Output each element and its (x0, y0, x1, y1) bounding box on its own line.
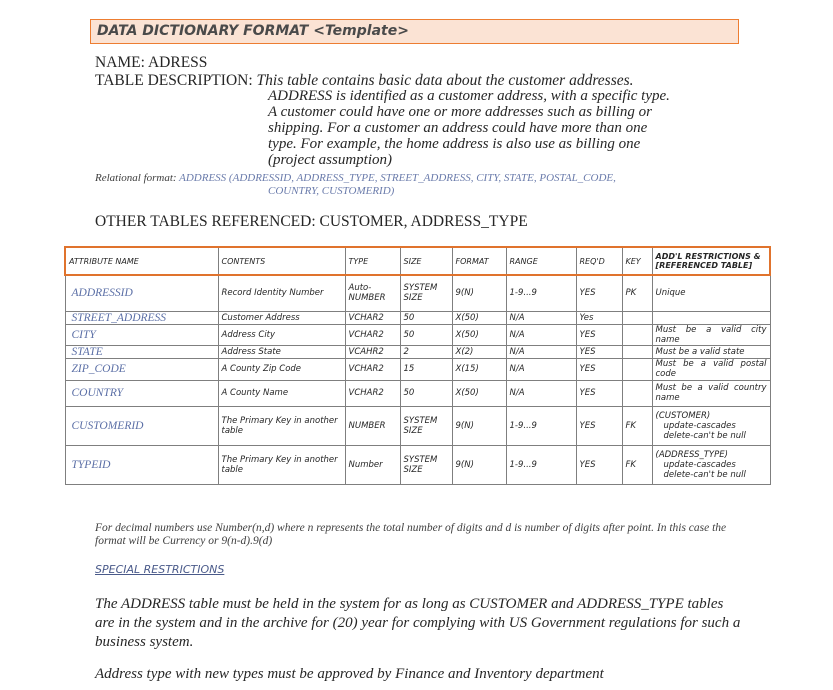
decimal-format-note: For decimal numbers use Number(n,d) where n represents the total number of digits and d is number of digits after point. In this case the format will be Currency or 9(n-d).9(d) (95, 522, 727, 547)
cell-text: N/A (509, 346, 525, 357)
table-cell (576, 445, 622, 484)
table-cell (506, 275, 576, 311)
cell-text: (ADDRESS_TYPE) (655, 449, 728, 460)
cell-text: PK (625, 288, 637, 299)
cell-text: N/A (509, 312, 525, 323)
column-header: CONTENTS (218, 247, 345, 275)
cell-text: delete-can't be null (663, 430, 746, 441)
special-restrictions-heading: SPECIAL RESTRICTIONS (95, 563, 225, 576)
cell-text: NUMBER (348, 420, 386, 431)
description-line: (project assumption) (268, 152, 393, 168)
table-cell (218, 406, 345, 445)
table-cell (65, 275, 218, 311)
cell-text: CUSTOMERID (71, 419, 144, 432)
approval-paragraph: Address type with new types must be approved by Finance and Inventory department (95, 666, 604, 682)
cell-text: 9(N) (455, 420, 474, 431)
table-row (65, 275, 770, 311)
table-cell (65, 345, 218, 358)
table-row (65, 406, 770, 445)
table-cell (218, 275, 345, 311)
template-header-box (90, 19, 739, 44)
column-header: FORMAT (452, 247, 506, 275)
cell-text: VCHAR2 (348, 388, 384, 398)
cell-text: FK (625, 459, 636, 470)
cell-text: 15 (403, 364, 415, 374)
cell-text: N/A (509, 388, 525, 398)
cell-text: 50 (403, 312, 415, 323)
cell-text: YES (579, 329, 596, 340)
cell-text: SYSTEM (403, 454, 438, 465)
table-cell (652, 345, 770, 358)
cell-text: Must be a valid postal (655, 359, 767, 369)
cell-text: update-cascades (663, 420, 736, 431)
table-description-text: This table contains basic data about the customer addresses. (256, 72, 634, 89)
table-cell (218, 358, 345, 380)
cell-text: VCHAR2 (348, 329, 384, 340)
table-cell (452, 311, 506, 324)
column-header: KEY (622, 247, 652, 275)
cell-text: Number (348, 459, 383, 470)
cell-text: Address State (221, 346, 281, 357)
column-header-restrictions (652, 247, 770, 275)
table-header-row (65, 247, 770, 275)
cell-text: 1-9...9 (509, 420, 537, 431)
table-cell (452, 445, 506, 484)
table-cell (218, 311, 345, 324)
table-cell (576, 345, 622, 358)
description-line: ADDRESS is identified as a customer address, with a specific type. (268, 88, 670, 104)
column-header: TYPE (345, 247, 400, 275)
table-cell (452, 358, 506, 380)
table-cell (576, 275, 622, 311)
cell-text: 50 (403, 388, 415, 398)
table-cell (218, 445, 345, 484)
cell-text: Unique (655, 288, 686, 299)
table-cell (506, 311, 576, 324)
table-cell (345, 406, 400, 445)
table-cell (452, 324, 506, 345)
relational-format-schema: ADDRESS (ADDRESSID, ADDRESS_TYPE, STREET_ADDRESS, CITY, STATE, POSTAL_CODE, (179, 172, 616, 184)
table-cell (506, 380, 576, 406)
data-dictionary-table (64, 246, 771, 485)
cell-text: YES (579, 459, 596, 470)
cell-text: 9(N) (455, 459, 474, 470)
cell-text: Customer Address (221, 312, 300, 323)
cell-text: X(2) (455, 346, 474, 357)
cell-text: COUNTRY (71, 387, 124, 399)
table-cell (218, 345, 345, 358)
table-cell (622, 275, 652, 311)
table-row (65, 345, 770, 358)
table-cell (576, 311, 622, 324)
cell-text: update-cascades (663, 459, 736, 470)
table-cell (622, 324, 652, 345)
cell-text: SIZE (403, 425, 423, 436)
table-name-line: NAME: ADRESS (95, 54, 208, 71)
cell-text: Yes (579, 312, 594, 323)
table-description-body (268, 88, 748, 168)
table-cell (622, 406, 652, 445)
cell-text: STREET_ADDRESS (71, 311, 167, 324)
cell-text: SIZE (403, 464, 423, 475)
cell-text: The Primary Key in another table (221, 454, 338, 475)
cell-text: VCHAR2 (348, 312, 384, 323)
table-cell (345, 445, 400, 484)
table-cell (400, 324, 452, 345)
cell-text: ADDRESSID (71, 287, 133, 300)
cell-text: Must be a valid city (655, 324, 767, 335)
cell-text: YES (579, 420, 596, 431)
table-row (65, 380, 770, 406)
table-cell (652, 445, 770, 484)
cell-text: CITY (71, 328, 96, 341)
cell-text: SYSTEM (403, 283, 438, 294)
table-cell (622, 358, 652, 380)
cell-text: name (655, 393, 680, 403)
table-cell (65, 358, 218, 380)
table-cell (65, 380, 218, 406)
cell-text: X(15) (455, 364, 479, 374)
description-line: type. For example, the home address is also use as billing one (268, 136, 641, 152)
description-line: A customer could have one or more addresses such as billing or (268, 104, 652, 120)
table-row (65, 445, 770, 484)
table-cell (652, 380, 770, 406)
table-cell (622, 311, 652, 324)
table-cell (345, 311, 400, 324)
cell-text: VCHAR2 (348, 364, 384, 374)
table-cell (65, 445, 218, 484)
table-cell (400, 358, 452, 380)
column-header-line: ADD'L RESTRICTIONS & (655, 252, 761, 261)
cell-text: A County Zip Code (221, 364, 302, 374)
table-cell (65, 311, 218, 324)
table-cell (622, 380, 652, 406)
cell-text: The Primary Key in another table (221, 415, 338, 436)
cell-text: Must be a valid state (655, 346, 745, 357)
retention-paragraph: The ADDRESS table must be held in the system for as long as CUSTOMER and ADDRESS_TYPE tables are in the system and in the archive for (20) year for complying with US Government regulations for such a business system. (95, 596, 741, 650)
cell-text: Record Identity Number (221, 288, 324, 299)
table-cell (400, 380, 452, 406)
table-row (65, 324, 770, 345)
cell-text: (CUSTOMER) (655, 410, 711, 421)
cell-text: 50 (403, 329, 415, 340)
column-header-line: [REFERENCED TABLE] (655, 261, 753, 270)
cell-text: YES (579, 364, 596, 374)
table-cell (65, 324, 218, 345)
cell-text: 2 (403, 346, 409, 357)
table-cell (652, 358, 770, 380)
table-cell (622, 445, 652, 484)
cell-text: Auto- (348, 283, 372, 294)
table-cell (506, 345, 576, 358)
cell-text: A County Name (221, 388, 289, 398)
table-cell (400, 445, 452, 484)
relational-format (95, 172, 735, 198)
table-cell (652, 324, 770, 345)
table-cell (400, 406, 452, 445)
table-cell (452, 406, 506, 445)
column-header: RANGE (506, 247, 576, 275)
cell-text: 9(N) (455, 288, 474, 299)
cell-text: 1-9...9 (509, 459, 537, 470)
table-cell (345, 358, 400, 380)
other-tables-referenced: OTHER TABLES REFERENCED: CUSTOMER, ADDRESS_TYPE (95, 213, 528, 230)
relational-format-label: Relational format: (95, 172, 177, 184)
table-cell (218, 324, 345, 345)
table-cell (506, 358, 576, 380)
table-row (65, 358, 770, 380)
table-cell (345, 275, 400, 311)
cell-text: Address City (221, 329, 276, 340)
cell-text: X(50) (455, 329, 479, 340)
cell-text: ZIP_CODE (71, 363, 126, 375)
table-cell (452, 380, 506, 406)
cell-text: delete-can't be null (663, 469, 746, 480)
cell-text: N/A (509, 364, 525, 374)
table-cell (452, 275, 506, 311)
table-cell (345, 324, 400, 345)
table-cell (400, 275, 452, 311)
document-title: DATA DICTIONARY FORMAT <Template> (97, 23, 409, 39)
column-header: ATTRIBUTE NAME (65, 247, 218, 275)
column-header: REQ'D (576, 247, 622, 275)
cell-text: X(50) (455, 312, 479, 323)
cell-text: NUMBER (348, 293, 386, 304)
table-cell (576, 324, 622, 345)
cell-text: N/A (509, 329, 525, 340)
table-cell (400, 311, 452, 324)
table-row (65, 311, 770, 324)
cell-text: FK (625, 420, 636, 431)
table-cell (506, 445, 576, 484)
table-cell (506, 406, 576, 445)
relational-format-line (95, 172, 735, 185)
table-cell (345, 380, 400, 406)
table-cell (218, 380, 345, 406)
table-cell (576, 406, 622, 445)
table-cell (622, 345, 652, 358)
cell-text: TYPEID (71, 458, 111, 471)
table-cell (506, 324, 576, 345)
table-cell (652, 311, 770, 324)
relational-format-schema-continued: COUNTRY, CUSTOMERID) (268, 185, 395, 197)
cell-text: YES (579, 288, 596, 299)
cell-text: STATE (71, 345, 103, 358)
description-line: shipping. For a customer an address could have more than one (268, 120, 648, 136)
table-description-label: TABLE DESCRIPTION: (95, 72, 253, 89)
cell-text: YES (579, 346, 596, 357)
cell-text: 1-9...9 (509, 288, 537, 299)
table-cell (652, 275, 770, 311)
cell-text: Must be a valid country (655, 383, 767, 393)
cell-text: X(50) (455, 388, 479, 398)
table-cell (652, 406, 770, 445)
cell-text: name (655, 334, 680, 345)
table-cell (452, 345, 506, 358)
cell-text: code (655, 369, 676, 379)
cell-text: YES (579, 388, 596, 398)
cell-text: VCAHR2 (348, 346, 384, 357)
table-cell (576, 358, 622, 380)
cell-text: SIZE (403, 293, 423, 304)
cell-text: SYSTEM (403, 415, 438, 426)
table-cell (576, 380, 622, 406)
column-header: SIZE (400, 247, 452, 275)
table-cell (345, 345, 400, 358)
table-cell (400, 345, 452, 358)
table-cell (65, 406, 218, 445)
